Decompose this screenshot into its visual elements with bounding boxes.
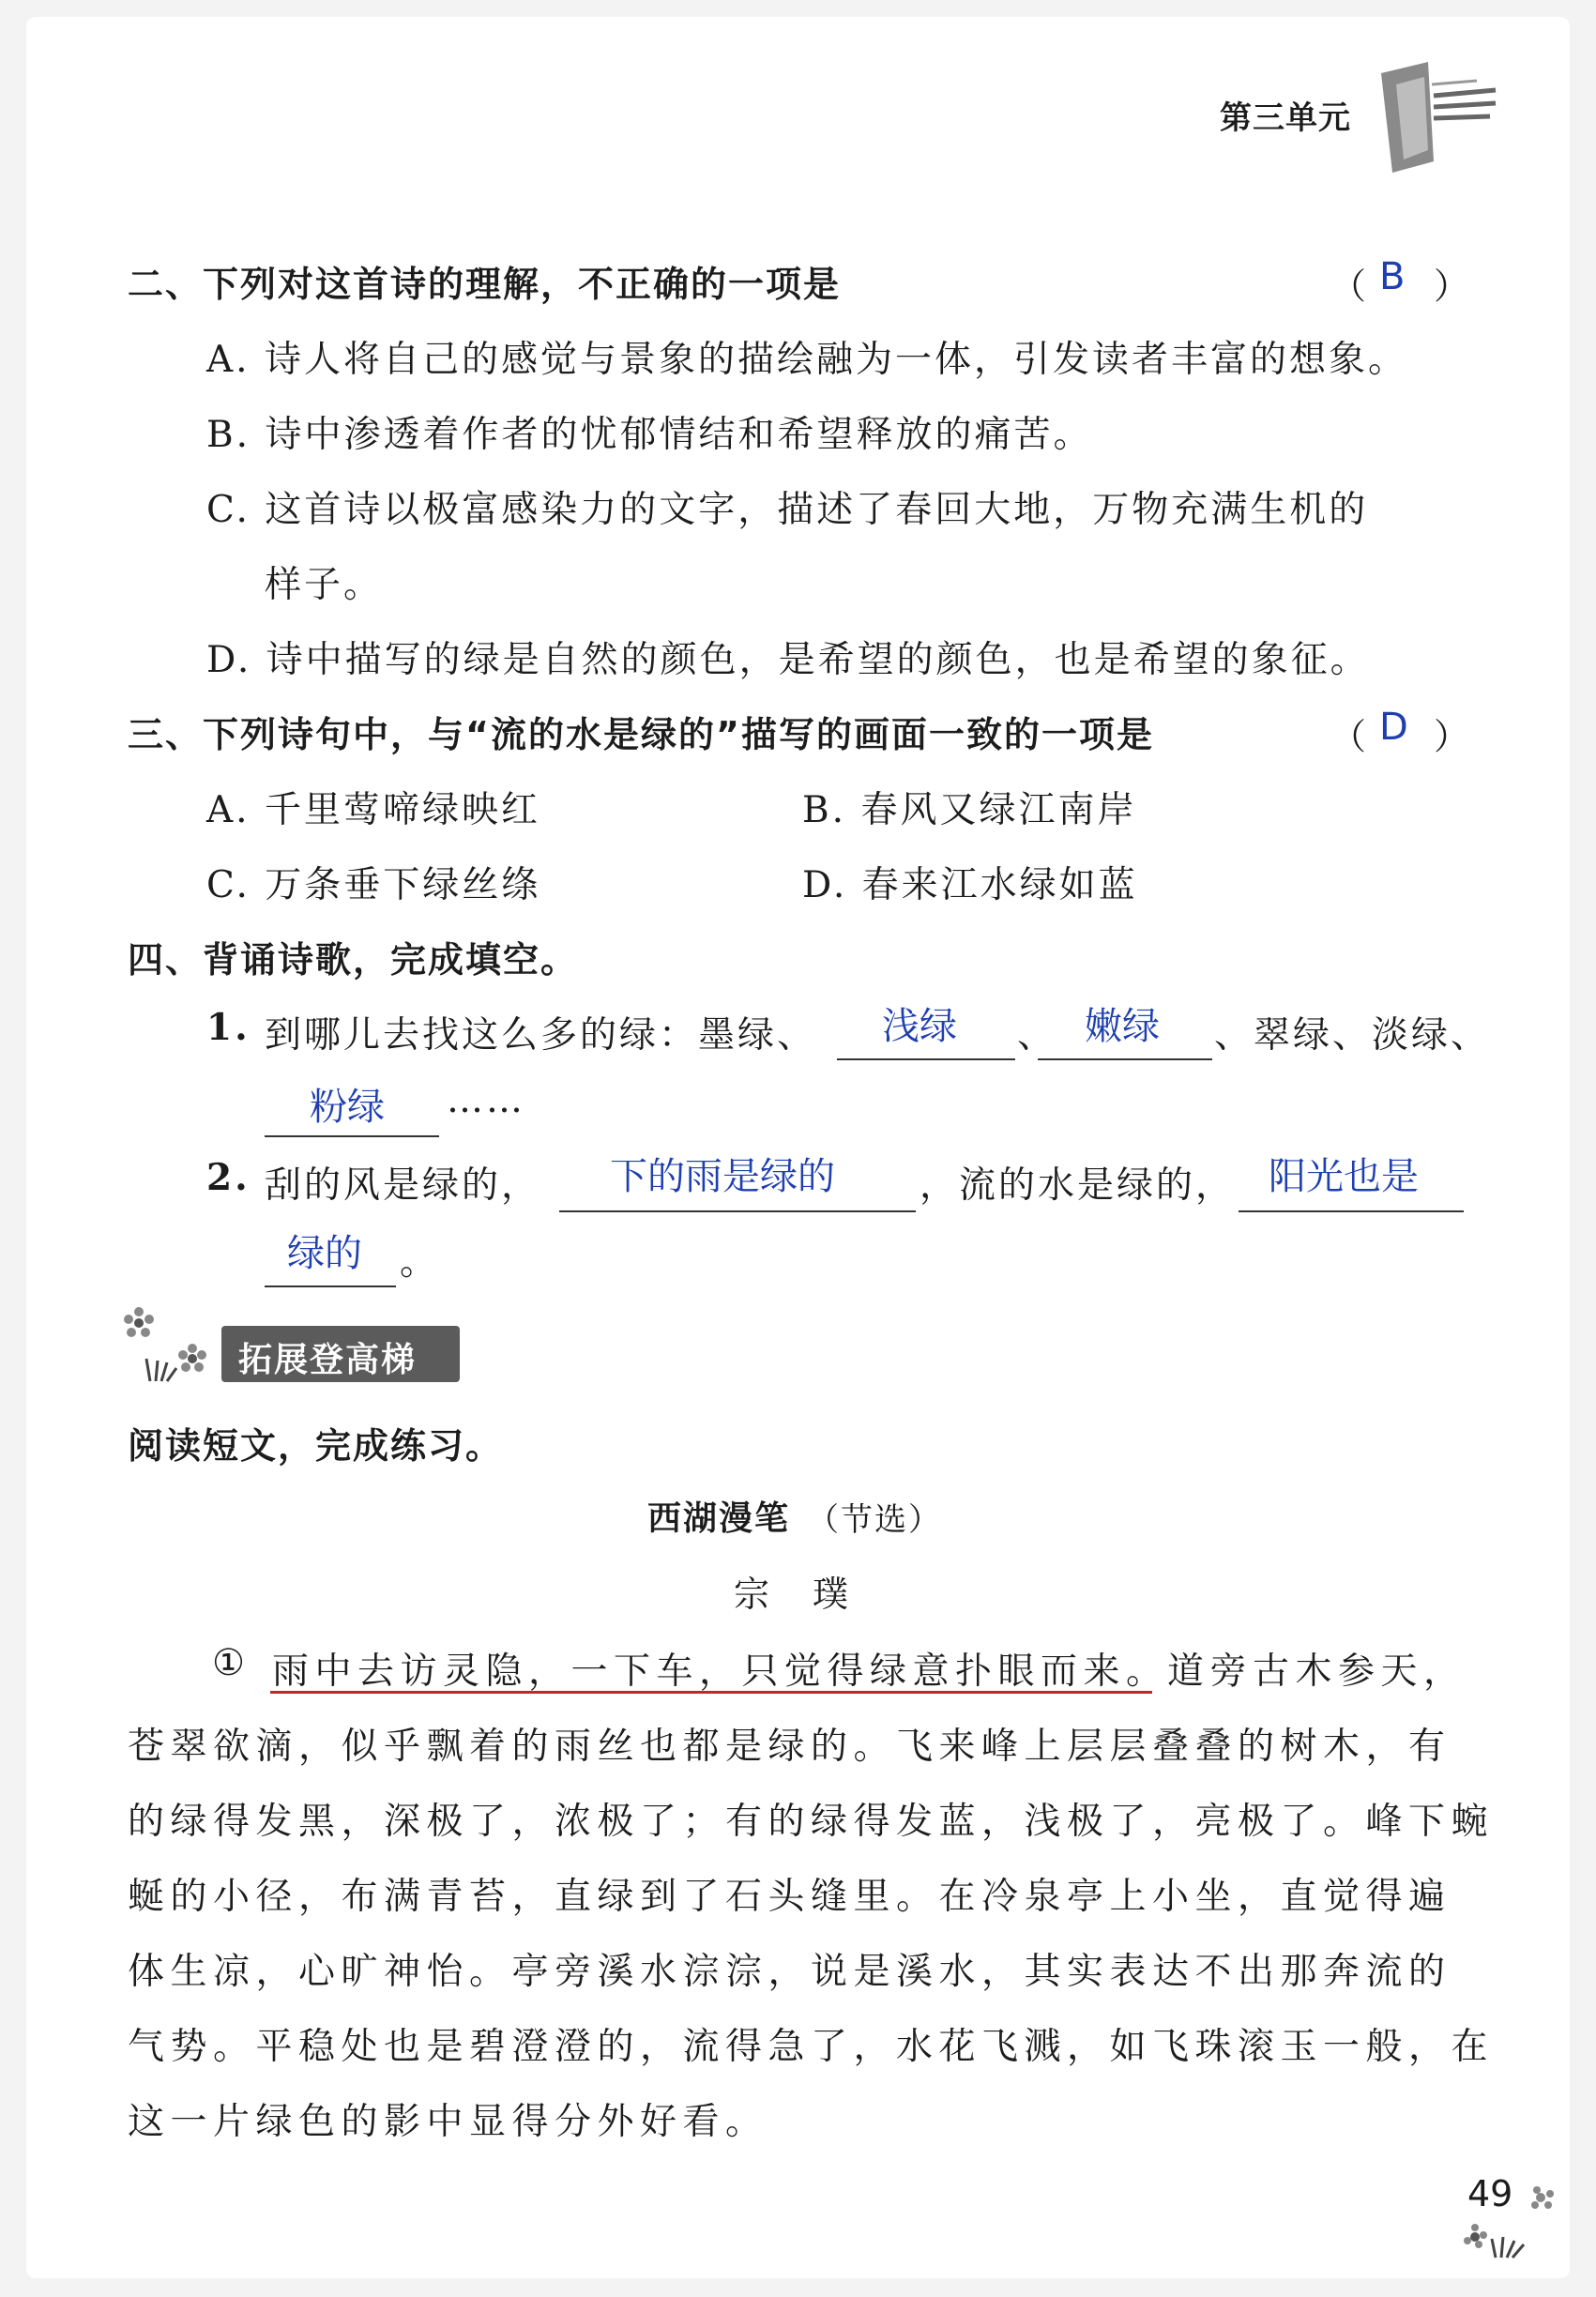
para-line-6: 气势。平稳处也是碧澄澄的，流得急了，水花飞溅，如飞珠滚玉一般，在	[128, 2026, 1495, 2068]
q4-item1-num: 1.	[206, 1006, 251, 1049]
q4-item1-blank-1	[837, 1058, 1015, 1060]
q4-item2-text-a: 刮的风是绿的，	[265, 1164, 541, 1207]
q2-answer: B	[1379, 255, 1406, 298]
q4-item2-blank-2a	[1239, 1210, 1464, 1212]
q4-item1-ellipsis: ……	[447, 1079, 525, 1121]
q4-item2-blank-1	[559, 1210, 916, 1212]
q4-item1-blank-3	[265, 1135, 439, 1137]
q2-option-a: A. 诗人将自己的感觉与景象的描绘融为一体，引发读者丰富的想象。	[206, 339, 1407, 381]
para-line-7: 这一片绿色的影中显得分外好看。	[128, 2101, 768, 2143]
q2-paren-open: （	[1330, 266, 1367, 307]
q2-option-c-cont: 样子。	[265, 564, 384, 606]
q4-item2-text-b: ，流的水是绿的，	[920, 1164, 1236, 1207]
q3-paren-close: ）	[1434, 716, 1470, 757]
q3-paren-open: （	[1330, 716, 1367, 757]
q4-title: 四、背诵诗歌，完成填空。	[128, 939, 579, 981]
flower-grass-icon	[122, 1306, 220, 1385]
q2-title: 二、下列对这首诗的理解，不正确的一项是	[128, 264, 842, 305]
unit-label: 第三单元	[1220, 99, 1351, 137]
para-number: ①	[212, 1642, 251, 1684]
q4-item2-answer-1: 下的雨是绿的	[610, 1155, 835, 1198]
section-tag-label: 拓展登高梯	[238, 1341, 418, 1379]
page-number: 49	[1467, 2173, 1513, 2214]
para-line-4: 蜒的小径，布满青苔，直绿到了石头缝里。在冷泉亭上小坐，直觉得遍	[128, 1876, 1452, 1918]
red-underline	[270, 1691, 1152, 1694]
q4-item1-answer-3: 粉绿	[310, 1086, 385, 1129]
q4-item2-end: 。	[400, 1241, 440, 1284]
q3-option-a: A. 千里莺啼绿映红	[206, 789, 540, 831]
q3-title: 三、下列诗句中，与“流的水是绿的”描写的画面一致的一项是	[128, 714, 1154, 755]
reading-instruction: 阅读短文，完成练习。	[128, 1425, 504, 1467]
q4-item2-answer-2a: 阳光也是	[1269, 1155, 1419, 1198]
q4-item1-text-b: 、翠绿、淡绿、	[1214, 1014, 1491, 1057]
q3-option-d: D. 春来江水绿如蓝	[802, 864, 1138, 906]
q2-option-c: C. 这首诗以极富感染力的文字，描述了春回大地，万物充满生机的	[206, 489, 1369, 531]
para-line-3: 的绿得发黑，深极了，浓极了；有的绿得发蓝，浅极了，亮极了。峰下蜿	[128, 1801, 1495, 1843]
reading-title: 西湖漫笔	[647, 1499, 791, 1538]
q3-option-b: B. 春风又绿江南岸	[802, 789, 1137, 831]
q4-item1-answer-2: 嫩绿	[1085, 1005, 1160, 1048]
q4-item1-sep: 、	[1017, 1014, 1057, 1057]
q3-answer: D	[1379, 706, 1408, 749]
q4-item2-answer-2b: 绿的	[287, 1232, 362, 1275]
q4-item1-text-a: 到哪儿去找这么多的绿：墨绿、	[265, 1014, 817, 1057]
para-line-2: 苍翠欲滴，似乎飘着的雨丝也都是绿的。飞来峰上层层叠叠的树木，有	[128, 1726, 1452, 1768]
q2-option-b: B. 诗中渗透着作者的忧郁情结和希望释放的痛苦。	[206, 414, 1093, 456]
book-icon	[1372, 56, 1503, 178]
q4-item2-num: 2.	[206, 1156, 251, 1199]
q2-option-d: D. 诗中描写的绿是自然的颜色，是希望的颜色，也是希望的象征。	[206, 639, 1370, 681]
q4-item2-blank-2b	[265, 1285, 396, 1287]
reading-title-note: （节选）	[807, 1501, 942, 1539]
footer-flower-icon	[1464, 2183, 1567, 2267]
section-tag	[221, 1326, 460, 1382]
q3-option-c: C. 万条垂下绿丝绦	[206, 864, 541, 906]
q2-paren-close: ）	[1434, 266, 1470, 307]
para-line-5: 体生凉，心旷神怡。亭旁溪水淙淙，说是溪水，其实表达不出那奔流的	[128, 1951, 1452, 1993]
q4-item1-blank-2	[1038, 1058, 1212, 1060]
para-underlined-sentence: 雨中去访灵隐，一下车，只觉得绿意扑眼而来。	[272, 1650, 1169, 1693]
reading-author: 宗 璞	[734, 1574, 853, 1615]
para-line-1: 道旁古木参天，	[1167, 1650, 1467, 1693]
q4-item1-answer-1: 浅绿	[882, 1005, 957, 1048]
